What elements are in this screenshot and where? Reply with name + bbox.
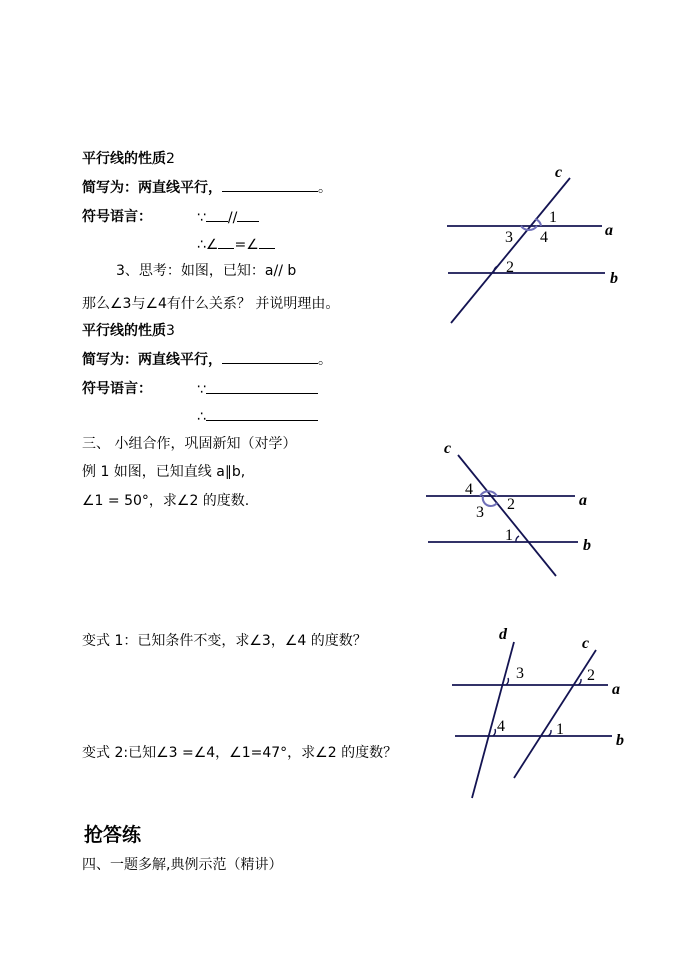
section2-title-text: 平行线的性质 (82, 151, 166, 167)
eq-angle: =∠ (234, 237, 259, 253)
parallel-symbol: // (227, 210, 238, 226)
part4-heading: 四、一题多解,典例示范（精讲） (82, 857, 283, 873)
fig3-angle-3: 3 (516, 665, 524, 682)
fig1-label-a: a (605, 222, 613, 239)
fig1-label-b: b (610, 270, 618, 287)
therefore-angle: ∴∠ (197, 237, 219, 253)
fig3-line-d (472, 642, 514, 798)
section2-short-label: 简写为：两直线平行， (82, 180, 222, 196)
fig1-angle-3: 3 (505, 229, 513, 246)
fig1-angle-1: 1 (549, 209, 557, 226)
fig3-angle-1: 1 (556, 721, 564, 738)
fig2-label-c: c (444, 440, 452, 457)
fig2-angle-1: 1 (505, 527, 513, 544)
fig3-line-c (514, 650, 596, 778)
fig1-label-c: c (555, 164, 563, 181)
fig3-label-a: a (612, 681, 620, 698)
section3-symbol-label: 符号语言： (82, 381, 152, 397)
fig1-angle-4: 4 (540, 229, 548, 246)
fig3-angle-4: 4 (497, 718, 505, 735)
section3-title-text: 平行线的性质 (82, 323, 166, 339)
section2-question: 那么∠3与∠4有什么关系？ 并说明理由。 (82, 296, 340, 312)
fig3-label-d: d (499, 626, 507, 643)
example1-line1: 例 1 如图，已知直线 a∥b, (82, 464, 246, 480)
fig2-angle-2: 2 (507, 496, 515, 513)
fig2-label-b: b (583, 537, 591, 554)
variant2-text: 变式 2:已知∠3 =∠4，∠1=47°，求∠2 的度数？ (82, 745, 398, 761)
section2-title-num: 2 (166, 151, 175, 167)
section2-short-end: 。 (318, 180, 332, 196)
fig3-angle-arc (493, 729, 495, 736)
therefore-symbol: ∴ (197, 409, 206, 425)
quick-answer-title: 抢答练 (84, 824, 142, 846)
fig2-angle-3: 3 (476, 504, 484, 521)
because-symbol: ∵ (197, 382, 206, 398)
fig1-angle-2: 2 (506, 259, 514, 276)
fig3-label-c: c (582, 635, 590, 652)
section3-short-end: 。 (318, 352, 332, 368)
variant1-text: 变式 1：已知条件不变，求∠3，∠4 的度数？ (82, 633, 367, 649)
section3-title-num: 3 (166, 323, 175, 339)
section2-symbol-label: 符号语言： (82, 209, 152, 225)
fig3-angle-2: 2 (587, 667, 595, 684)
fig3-angle-arc (506, 678, 508, 685)
example1-line2: ∠1 = 50°，求∠2 的度数. (82, 493, 250, 509)
part3-heading: 三、 小组合作，巩固新知（对学） (82, 436, 297, 452)
section3-short-label: 简写为：两直线平行， (82, 352, 222, 368)
fig2-label-a: a (579, 492, 587, 509)
section2-think: 3、思考：如图，已知：a// b (116, 263, 297, 279)
fig2-angle-4: 4 (465, 481, 473, 498)
fig3-label-b: b (616, 732, 624, 749)
because-symbol: ∵ (197, 210, 206, 226)
